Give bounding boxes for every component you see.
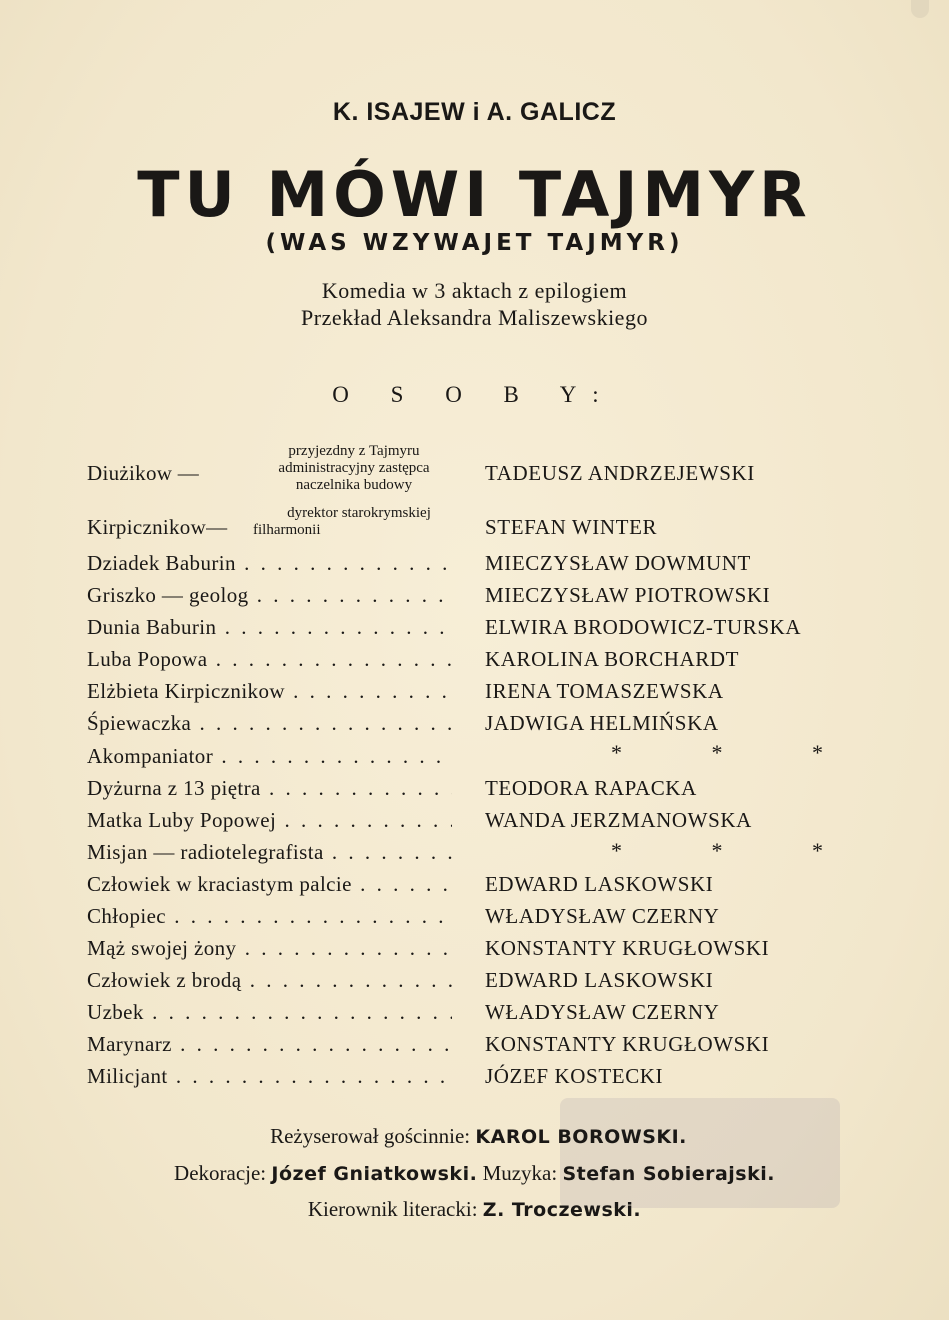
cast-row: [87, 647, 867, 677]
cast-actor: WŁADYSŁAW CZERNY: [485, 904, 720, 928]
credit-name: Z. Troczewski.: [482, 1199, 642, 1221]
credit-label: Dekoracje:: [174, 1161, 267, 1185]
cast-row: [87, 904, 867, 934]
credit-label: Muzyka:: [482, 1161, 558, 1185]
cast-role: Elżbieta Kirpicznikow . . .: [87, 679, 452, 704]
cast-row: [87, 615, 867, 645]
cast-role: Akompaniator . . .: [87, 744, 452, 769]
cast-row: [87, 936, 867, 966]
page-clip: [911, 0, 929, 18]
cast-actor: MIECZYSŁAW PIOTROWSKI: [485, 583, 771, 607]
cast-actor: TEODORA RAPACKA: [485, 776, 697, 800]
credit-sets-music: [0, 1161, 949, 1186]
cast-row: [87, 711, 867, 741]
cast-heading: O S O B Y:: [332, 382, 617, 407]
cast-role: Chłopiec . . .: [87, 904, 452, 929]
genre-line: Komedia w 3 aktach z epilogiem: [321, 278, 628, 303]
cast-row: [87, 1032, 867, 1062]
cast-role: Dziadek Baburin . . .: [87, 551, 452, 576]
cast-row: [87, 679, 867, 709]
cast-role: Człowiek z brodą . . .: [87, 968, 452, 993]
cast-role: Mąż swojej żony . . .: [87, 936, 452, 961]
credit-name: KAROL BOROWSKI.: [475, 1126, 687, 1148]
play-title: TU MÓWI TAJMYR: [137, 158, 812, 231]
role-note-diuzikow: [243, 443, 465, 494]
cast-actor: WŁADYSŁAW CZERNY: [485, 1000, 720, 1024]
note-line: administracyjny zastępca: [278, 460, 430, 476]
cast-actor: ELWIRA BRODOWICZ-TURSKA: [485, 615, 802, 639]
credit-literary: [0, 1197, 949, 1222]
cast-row: [87, 968, 867, 998]
cast-actor: KAROLINA BORCHARDT: [485, 647, 740, 671]
cast-role: Griszko — geolog . . .: [87, 583, 452, 608]
cast-role: Śpiewaczka . . .: [87, 711, 452, 736]
original-title: (WAS WZYWAJET TAJMYR): [265, 230, 684, 256]
cast-row: [87, 808, 867, 838]
unassigned-stars: * * *: [611, 740, 865, 765]
credit-name: Józef Gniatkowski.: [271, 1163, 478, 1185]
cast-role: Człowiek w kraciastym palcie . . .: [87, 872, 452, 897]
cast-row: [87, 1000, 867, 1030]
actor-diuzikow: TADEUSZ ANDRZEJEWSKI: [485, 461, 755, 485]
cast-role: Dunia Baburin . . .: [87, 615, 452, 640]
cast-actor: MIECZYSŁAW DOWMUNT: [485, 551, 751, 575]
cast-actor: KONSTANTY KRUGŁOWSKI: [485, 1032, 770, 1056]
note-line: naczelnika budowy: [295, 477, 413, 493]
cast-role: Uzbek . . .: [87, 1000, 452, 1025]
credit-label: Reżyserował gościnnie:: [270, 1124, 471, 1148]
cast-actor: JÓZEF KOSTECKI: [485, 1064, 664, 1088]
cast-actor: WANDA JERZMANOWSKA: [485, 808, 752, 832]
authors: K. ISAJEW i A. GALICZ: [332, 98, 617, 126]
role-note-kirpicznikow: [253, 505, 465, 539]
faded-stamp: [560, 1098, 840, 1208]
cast-role: Matka Luby Popowej . . .: [87, 808, 452, 833]
note-line: dyrektor starokrymskiej: [287, 505, 431, 521]
cast-row: [87, 1064, 867, 1094]
role-kirpicznikow: Kirpicznikow—: [87, 515, 228, 539]
actor-kirpicznikow: STEFAN WINTER: [485, 515, 658, 539]
cast-actor: IRENA TOMASZEWSKA: [485, 679, 724, 703]
cast-row: [87, 872, 867, 902]
cast-actor: EDWARD LASKOWSKI: [485, 968, 714, 992]
cast-row: [87, 740, 867, 774]
credit-name: Stefan Sobierajski.: [562, 1163, 775, 1185]
cast-row: [87, 776, 867, 806]
cast-role: Dyżurna z 13 piętra . . .: [87, 776, 452, 801]
unassigned-stars: * * *: [611, 838, 865, 863]
cast-role: Misjan — radiotelegrafista . . .: [87, 840, 452, 865]
note-line: przyjezdny z Tajmyru: [288, 443, 420, 459]
credit-director: [0, 1124, 949, 1149]
cast-role: Marynarz . . .: [87, 1032, 452, 1057]
cast-role: Luba Popowa . . .: [87, 647, 452, 672]
role-diuzikow: Diużikow —: [87, 461, 200, 485]
cast-row: [87, 840, 867, 870]
note-line: filharmonii: [253, 522, 321, 538]
cast-role: Milicjant . . .: [87, 1064, 452, 1089]
cast-actor: EDWARD LASKOWSKI: [485, 872, 714, 896]
cast-actor: KONSTANTY KRUGŁOWSKI: [485, 936, 770, 960]
cast-row: [87, 551, 867, 581]
cast-row: [87, 583, 867, 613]
translator-line: Przekład Aleksandra Maliszewskiego: [301, 305, 648, 330]
cast-actor: JADWIGA HELMIŃSKA: [485, 711, 719, 735]
credit-label: Kierownik literacki:: [307, 1197, 478, 1221]
